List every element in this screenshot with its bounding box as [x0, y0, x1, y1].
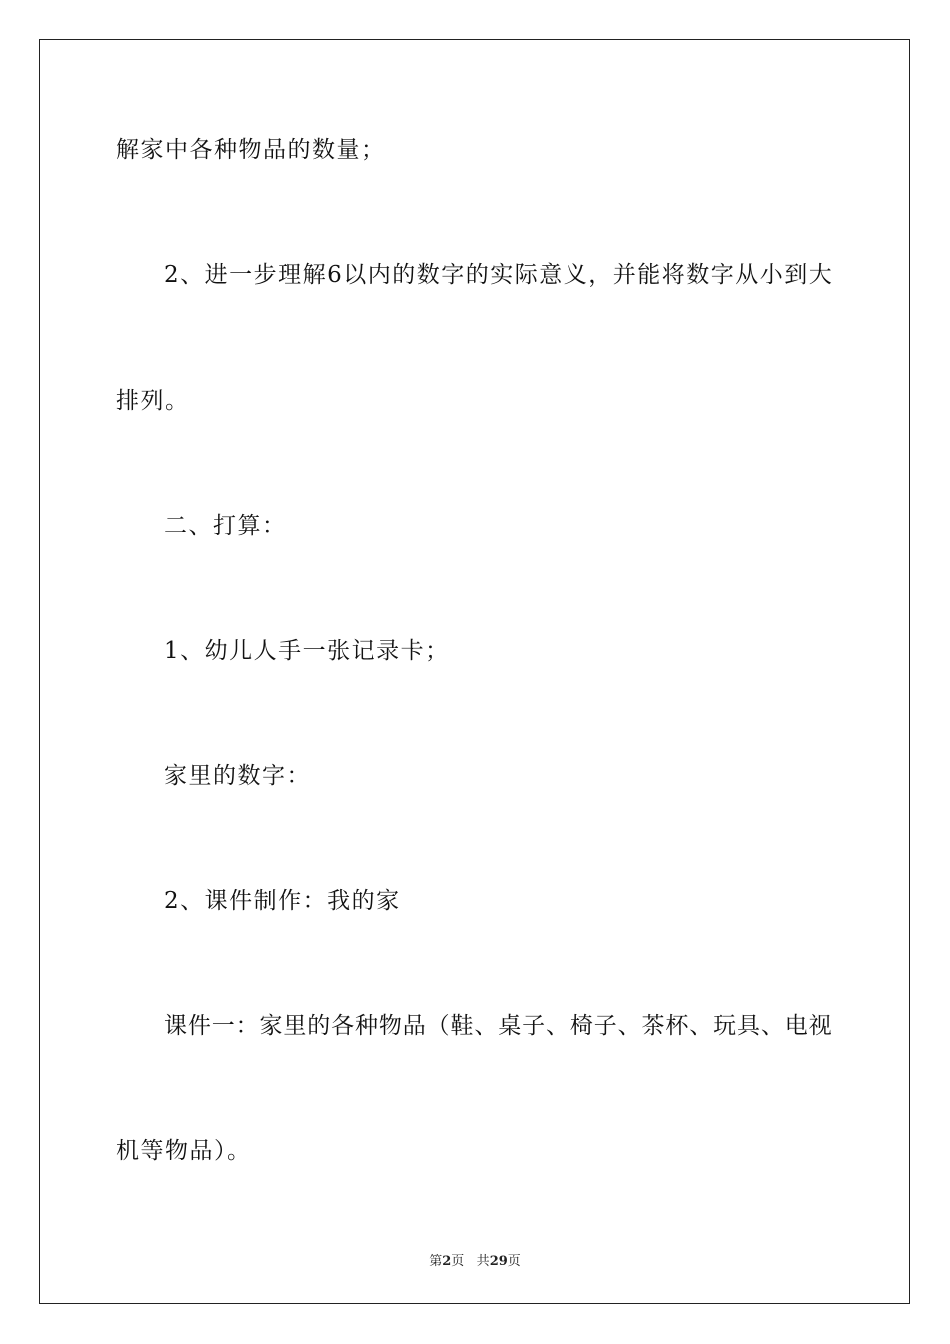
page-footer [0, 1250, 950, 1269]
footer-page-suffix: 页 [451, 1254, 465, 1269]
text-line-8: 课 件 一 ： 家 里 的 各 种 物 品 （ 鞋 、 桌 子 、 椅 子 、 茶 杯 、 玩 具 、 电 视 [164, 1013, 832, 1039]
text-line-7: 2、课件制作：我的家 [164, 888, 401, 914]
text-line-9: 机等物品）。 [116, 1138, 252, 1164]
text-line-2: 2 、 进 一 步 理 解 6 以 内 的 数 字 的 实 际 意 义 ， 并 能 将 数 字 从 小 到 大 [164, 262, 832, 288]
text-line-3: 排列。 [116, 388, 190, 414]
text-line-5: 1、幼儿人手一张记录卡； [164, 638, 450, 664]
text-line-1: 解家中各种物品的数量； [116, 137, 386, 163]
footer-page-prefix: 第 [429, 1254, 443, 1269]
footer-total-pages: 29 [489, 1254, 508, 1269]
footer-total-prefix: 共 [476, 1254, 490, 1269]
page-border [39, 39, 910, 1304]
footer-total-suffix: 页 [507, 1254, 521, 1269]
text-line-6: 家里的数字： [164, 763, 311, 789]
footer-page-number: 2 [442, 1254, 452, 1269]
section-heading: 二、打算： [164, 513, 287, 539]
